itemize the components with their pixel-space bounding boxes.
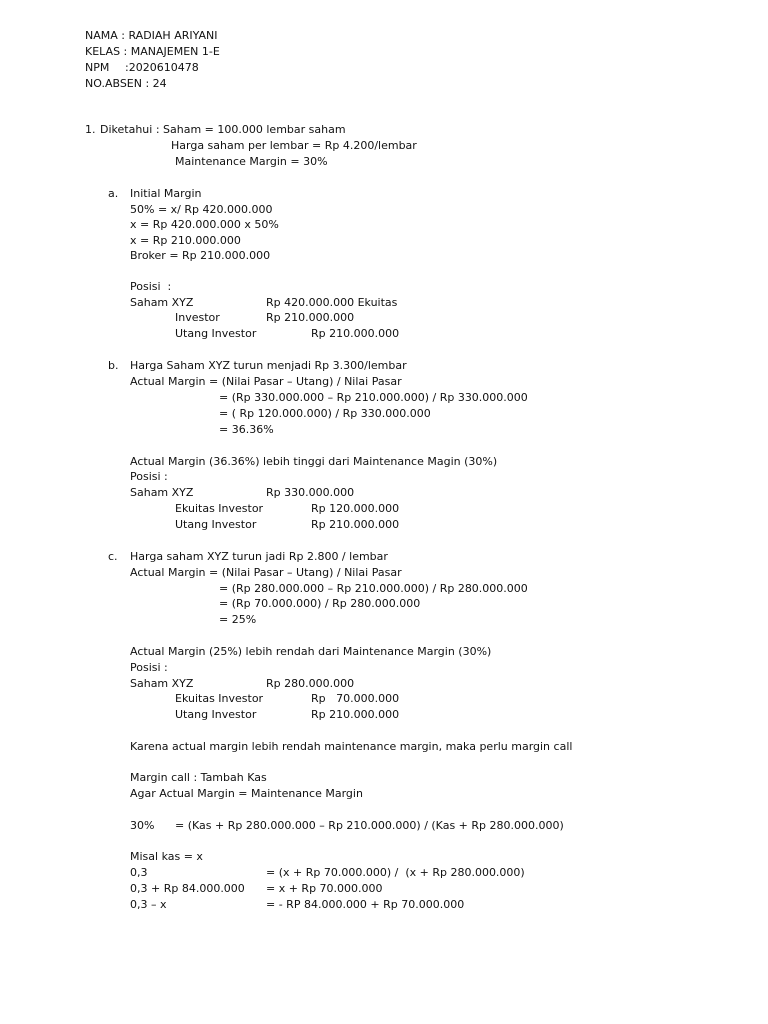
part-c-step: = (Rp 70.000.000) / Rp 280.000.000	[219, 597, 421, 610]
part-b-title: Harga Saham XYZ turun menjadi Rp 3.300/lembar	[130, 359, 407, 372]
position-label: Saham XYZ	[130, 296, 194, 309]
part-c-title: Harga saham XYZ turun jadi Rp 2.800 / lembar	[130, 550, 388, 563]
position-value: Rp 420.000.000 Ekuitas	[266, 296, 398, 309]
part-a-line: x = Rp 210.000.000	[130, 234, 241, 247]
part-c-step: = (Rp 280.000.000 – Rp 210.000.000) / Rp 280.000.000	[219, 582, 528, 595]
position-value: Rp 210.000.000	[311, 518, 400, 531]
position-label: Saham XYZ	[130, 486, 194, 499]
part-b-conclusion: Actual Margin (36.36%) lebih tinggi dari Maintenance Magin (30%)	[130, 455, 498, 468]
position-value: Rp 280.000.000	[266, 677, 355, 690]
equation-right: = (Kas + Rp 280.000.000 – Rp 210.000.000) / (Kas + Rp 280.000.000)	[175, 819, 564, 832]
position-label: Ekuitas Investor	[175, 502, 264, 515]
part-b-step: = (Rp 330.000.000 – Rp 210.000.000) / Rp 330.000.000	[219, 391, 528, 404]
position-label: Saham XYZ	[130, 677, 194, 690]
student-class: KELAS : MANAJEMEN 1-E	[85, 45, 220, 58]
margin-call-title: Margin call : Tambah Kas	[130, 771, 267, 784]
position-label: Investor	[175, 311, 220, 324]
part-c-formula: Actual Margin = (Nilai Pasar – Utang) / Nilai Pasar	[130, 566, 402, 579]
part-c-conclusion: Actual Margin (25%) lebih rendah dari Maintenance Margin (30%)	[130, 645, 492, 658]
margin-call-goal: Agar Actual Margin = Maintenance Margin	[130, 787, 363, 800]
part-a-line: x = Rp 420.000.000 x 50%	[130, 218, 279, 231]
part-a-posisi-label: Posisi :	[130, 280, 172, 293]
part-b-posisi-label: Posisi :	[130, 470, 168, 483]
calc-right: = - RP 84.000.000 + Rp 70.000.000	[266, 898, 465, 911]
position-value: Rp 70.000.000	[311, 692, 400, 705]
misal-line: Misal kas = x	[130, 850, 203, 863]
part-b-step: = ( Rp 120.000.000) / Rp 330.000.000	[219, 407, 431, 420]
calc-left: 0,3 + Rp 84.000.000	[130, 882, 245, 895]
part-a-line: Broker = Rp 210.000.000	[130, 249, 271, 262]
part-c-step: = 25%	[219, 613, 257, 626]
position-label: Utang Investor	[175, 708, 257, 721]
part-c-marker: c.	[108, 550, 118, 563]
question-number: 1.	[85, 123, 96, 136]
position-value: Rp 210.000.000	[311, 708, 400, 721]
part-a-title: Initial Margin	[130, 187, 202, 200]
calc-left: 0,3	[130, 866, 148, 879]
given-shares: Diketahui : Saham = 100.000 lembar saham	[100, 123, 346, 136]
position-label: Utang Investor	[175, 518, 257, 531]
student-absen: NO.ABSEN : 24	[85, 77, 167, 90]
position-value: Rp 120.000.000	[311, 502, 400, 515]
calc-left: 0,3 – x	[130, 898, 167, 911]
part-b-formula: Actual Margin = (Nilai Pasar – Utang) / Nilai Pasar	[130, 375, 402, 388]
part-b-step: = 36.36%	[219, 423, 274, 436]
margin-call-note: Karena actual margin lebih rendah maintenance margin, maka perlu margin call	[130, 740, 573, 753]
student-npm-label: NPM	[85, 61, 110, 74]
position-value: Rp 330.000.000	[266, 486, 355, 499]
calc-right: = (x + Rp 70.000.000) / (x + Rp 280.000.000)	[266, 866, 525, 879]
equation-left: 30%	[130, 819, 155, 832]
student-name: NAMA : RADIAH ARIYANI	[85, 29, 218, 42]
part-c-posisi-label: Posisi :	[130, 661, 168, 674]
part-a-marker: a.	[108, 187, 119, 200]
student-npm-value: :2020610478	[125, 61, 199, 74]
position-value: Rp 210.000.000	[266, 311, 355, 324]
position-label: Ekuitas Investor	[175, 692, 264, 705]
given-price: Harga saham per lembar = Rp 4.200/lembar	[171, 139, 417, 152]
position-label: Utang Investor	[175, 327, 257, 340]
part-b-marker: b.	[108, 359, 119, 372]
calc-right: = x + Rp 70.000.000	[266, 882, 383, 895]
position-value: Rp 210.000.000	[311, 327, 400, 340]
given-maintenance-margin: Maintenance Margin = 30%	[175, 155, 328, 168]
part-a-line: 50% = x/ Rp 420.000.000	[130, 203, 273, 216]
